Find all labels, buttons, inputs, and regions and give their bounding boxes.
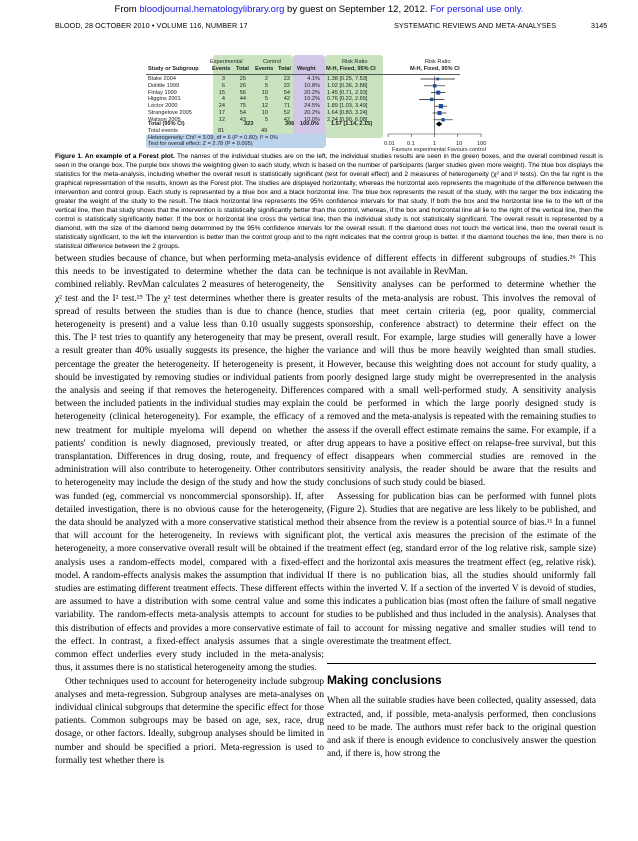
figure-label: Figure 1. An example of a Forest plot. — [55, 153, 175, 160]
banner-prefix: From — [114, 4, 140, 15]
study-cell-c_ev: 2 — [264, 76, 268, 82]
study-effect-marker — [430, 98, 433, 101]
total-row-label: Total (95% CI) — [148, 121, 185, 127]
right-paragraph-3: Assessing for publication bias can be performed with funnel plots (Figure 2). Studies that are negative are less likely to be published, and their absence from the review is a potential source of bias.¹¹ In a funnel plot, the vertical axis measures the precision of the estimate of the treatment effect (eg, standard error of the log relative risk, sample size) and the horizontal axis measures the treatment effect (eg, relative risk). If there is no publication bias, all the studies should uniformly fall within the inverted V. If a section of the inverted V is devoid of studies, this indicates a publication bias (most often the failure of small negative studies to be published and thus included in the analysis). Analyses that fail to account for missing negative and smaller studies will tend to overestimate the treatment effect. — [327, 491, 596, 647]
total-events-ctl: 49 — [261, 128, 268, 134]
total-row-weight: 100.0% — [300, 121, 319, 127]
study-cell-e_tot: 56 — [239, 89, 246, 96]
study-cell-name: Blake 2004 — [148, 76, 176, 82]
section-heading-making-conclusions: Making conclusions — [327, 673, 442, 688]
study-cell-c_ev: 5 — [264, 116, 268, 123]
axis-favours-label: Favours experimental Favours control — [392, 147, 486, 153]
site-link[interactable]: bloodjournal.hematologylibrary.org — [139, 4, 285, 15]
study-cell-e_tot: 26 — [239, 82, 246, 89]
study-cell-e_ev: 12 — [218, 116, 225, 123]
study-cell-e_ev: 3 — [221, 76, 225, 82]
total-row-ci: 1.57 [1.14, 2.15] — [331, 121, 373, 127]
study-cell-name: Lector 2000 — [148, 103, 178, 110]
running-head-right: SYSTEMATIC REVIEWS AND META-ANALYSES — [394, 21, 557, 30]
study-cell-ci: 1.89 [1.03, 3.49] — [327, 103, 368, 110]
study-effect-marker — [441, 118, 444, 121]
study-cell-c_tot: 42 — [283, 96, 290, 103]
study-cell-c_tot: 54 — [283, 89, 290, 96]
study-effect-marker — [437, 111, 441, 115]
study-cell-weight: 4.1% — [307, 76, 320, 82]
total-row-exp-total: 323 — [244, 121, 254, 127]
header-risk-ratio-plot: Risk Ratio — [425, 59, 451, 65]
study-cell-weight: 10.8% — [304, 82, 320, 89]
study-cell-e_tot: 75 — [239, 103, 246, 110]
study-cell-ci: 2.34 [0.90, 6.08] — [327, 116, 368, 123]
study-cell-ci: 0.76 [0.22, 2.65] — [327, 96, 368, 103]
header-control: Control — [263, 59, 282, 65]
study-cell-c_ev: 12 — [261, 103, 268, 110]
study-cell-name: Watson 2005 — [148, 116, 181, 123]
header-weight: Weight — [297, 66, 316, 72]
page-number: 3145 — [591, 21, 608, 30]
study-cell-ci: 1.45 [0.71, 2.93] — [327, 89, 368, 96]
personal-use-link[interactable]: For personal use only. — [430, 4, 524, 15]
study-cell-c_tot: 42 — [283, 116, 290, 123]
left-column — [55, 253, 324, 768]
study-cell-ci: 1.38 [0.25, 7.53] — [327, 76, 368, 82]
left-paragraph-2: Other techniques used to account for heterogeneity include subgroup analyses and meta-regression. Subgroup analyses are meta-analyses on individual clinical subgroups that determine the specific effect for those patients. Common subgroups may be based on age, sex, race, drug dosage, or other factors. Ideally, subgroup analyses should be limited in number and should be specified a priori. Meta-regression is used to formally test whether there is — [55, 676, 324, 766]
study-cell-e_ev: 24 — [218, 103, 225, 110]
header-total: Total — [236, 66, 249, 72]
figure-caption — [55, 152, 603, 251]
study-cell-name: Finlay 1999 — [148, 89, 177, 96]
study-effect-marker — [433, 84, 436, 87]
study-cell-e_tot: 25 — [239, 76, 246, 82]
study-cell-c_tot: 23 — [283, 76, 290, 82]
right-paragraph-2: Sensitivity analyses can be performed to determine whether the results of the meta-analysis are robust. This involves the removal of studies that meet certain criteria (eg, poor quality, commercial sponsorship, conference abstract) to determine their effect on the overall result. For example, large studies will generally have a lower variance and will thus be more heavily weighted than small studies. However, because this weighting does not account for study quality, a poorly designed large study might be overrepresented in the analysis compared with a small well-performed study. A sensitivity analysis could be performed in which the large poorly designed study is removed and the meta-analysis is repeated with the remaining studies to assess if the overall effect estimate remains the same. For example, if a drug appears to have a positive effect on relapse-free survival, but this effect disappears when commercial studies are removed in the sensitivity analysis, the reader should be aware that the results and conclusions of such study could be biased. — [327, 280, 596, 489]
header-total-control: Total — [278, 66, 291, 72]
overall-effect-diamond — [436, 121, 442, 126]
study-cell-weight: 20.2% — [304, 89, 320, 96]
study-cell-weight: 24.5% — [304, 103, 320, 110]
study-cell-weight: 10.0% — [304, 116, 320, 123]
heterogeneity-text: Heterogeneity: Chi² = 3.09, df = 6 (P = 0.80); I² = 0% — [148, 135, 278, 141]
header-experimental: Experimental — [210, 59, 243, 65]
study-cell-name: Dolittle 1999 — [148, 82, 180, 89]
total-row-ctl-total: 306 — [285, 121, 295, 127]
forest-plot-chart — [0, 0, 638, 150]
study-cell-ci: 1.64 [0.83, 3.24] — [327, 110, 368, 116]
header-study: Study or Subgroup — [148, 66, 199, 72]
study-cell-c_tot: 22 — [283, 82, 290, 89]
study-effect-marker — [436, 91, 440, 95]
study-cell-e_tot: 44 — [239, 96, 246, 103]
study-cell-e_tot: 54 — [239, 110, 246, 116]
study-cell-c_tot: 52 — [283, 110, 290, 116]
study-cell-c_ev: 10 — [261, 89, 268, 96]
study-cell-ci: 1.02 [0.36, 2.88] — [327, 82, 368, 89]
left-paragraph-1: between studies because of chance, but when performing meta-analysis this needs to be investigated to determine whether the data can be combined reliably. RevMan calculates 2 measures of heterogeneity, the χ² test and the I² test.²⁵ The χ² test determines whether there is greater spread of results between the studies than is due to chance (hence, heterogeneity is present) and a value less than 0.10 usually suggests this. The I² test tries to quantify any heterogeneity that may be present, a result greater than 40% usually suggests its presence, the higher the percentage the greater the heterogeneity. If heterogeneity is present, it should be investigated by removing studies or individual patients from the analysis and seeing if that removes the heterogeneity. Differences between the included patients in the individual studies may explain the heterogeneity (clinical heterogeneity). For example, the efficacy of a new treatment for multiple myeloma will depend on whether the patients' condition is newly diagnosed, previously treated, or after transplantation. Differences in drug dosing, route, and frequency of administration will also contribute to heterogeneity. Other contributors to heterogeneity may include the design of the study and how the study was funded (eg, commercial vs noncommercial sponsorship). If, after detailed investigation, there is no obvious cause for the heterogeneity, the data should be analyzed with a more conservative statistical method that will account for the heterogeneity. In reviews with significant heterogeneity, a more conservative overall result will be obtained if the analysis uses a random-effects model, compared with a fixed-effect model. A random-effects analysis makes the assumption that individual studies are estimating different treatment effects. These different effects are assumed to have a distribution with some central value and some variability. The random-effects meta-analysis attempts to account for this distribution of effects and provides a more conservative estimate of the effect. In contrast, a fixed-effect analysis assumes that a single common effect underlies every study included in the meta-analysis; thus, it assumes there is no statistical heterogeneity among the studies. — [55, 254, 324, 674]
study-cell-name: Strangelove 2005 — [148, 110, 192, 116]
study-cell-e_tot: 43 — [239, 116, 246, 123]
axis-tick-100: 100 — [477, 141, 487, 147]
header-events: Events — [212, 66, 231, 72]
total-events-label: Total events — [148, 128, 178, 134]
study-effect-marker — [439, 104, 443, 108]
axis-tick-0.01: 0.01 — [384, 141, 395, 147]
header-events-control: Events — [255, 66, 274, 72]
forest-plot-figure — [0, 0, 638, 153]
total-events-exp: 81 — [218, 128, 225, 134]
study-cell-c_ev: 5 — [264, 96, 268, 103]
header-mh-plot: M-H, Fixed, 95% CI — [410, 66, 460, 72]
running-head-left: BLOOD, 28 OCTOBER 2010 • VOLUME 116, NUMBER 17 — [55, 21, 248, 30]
study-cell-e_ev: 6 — [221, 82, 225, 89]
figure-caption-text: The names of the individual studies are on the left, the individual studies results are seen in the green boxes, and the overall combined result is seen in the orange box. The purple box shows the weighting given to each study, which is based on the number of participants (larger studies given more weight). The blue box displays the statistics for the meta-analysis, including whether the overall result is statistically significant (test for overall effect) and 2 measures of heterogeneity (χ² and I² tests). On the far right is the graphical representation of the results, known as the Forest plot. The studies are displayed horizontally, whereas the horizontal axis represents the magnitude of the difference between the intervention and control group. Each study is represented by a blue box and a black horizontal line. The blue box represents the result of the study, with the larger the box indicating the greater the weight of the study to the result. The black horizontal line represents the 95% confidence intervals for that study. If both the box and the horizontal line lie to the left of the vertical line, then that study shows that the intervention is statistically significantly better than the control, whereas, if the box and horizontal line all lie to the right of the vertical line, then the control is statistically significantly better. If the box or horizontal line cross the vertical line, then the individual study is not statistically significant. The overall result is represented by a diamond, with the size of the diamond being determined by the 95% confidence intervals for the overall result. If the diamond does not touch the vertical line, then the overall result is statistically significant, to the left the intervention is better than the control group and to the right indicates that the control group is better. If the diamond touches the line, then there is no statistical difference between the 2 groups. — [55, 153, 603, 250]
axis-tick-10: 10 — [456, 141, 463, 147]
study-cell-e_ev: 15 — [218, 89, 225, 96]
axis-tick-1: 1 — [433, 141, 437, 147]
study-effect-marker — [436, 78, 439, 81]
right-column — [327, 253, 596, 761]
right-paragraph-4: When all the suitable studies have been collected, quality assessed, data extracted, and, if possible, meta-analysis performed, then conclusions need to be made. The authors must refer back to the original question and ask if there is enough evidence to conclusively answer the question and, if there is, how strong the — [327, 696, 596, 760]
study-cell-e_ev: 17 — [218, 110, 225, 116]
study-cell-c_ev: 5 — [264, 82, 268, 89]
axis-tick-0.1: 0.1 — [407, 141, 415, 147]
header-mh: M-H, Fixed, 95% CI — [326, 66, 376, 72]
overall-effect-text: Test for overall effect: Z = 2.78 (P = 0.005) — [148, 141, 253, 147]
study-cell-weight: 20.2% — [304, 110, 320, 116]
banner-middle: by guest on September 12, 2012. — [284, 4, 431, 15]
header-risk-ratio: Risk Ratio — [342, 59, 368, 65]
study-cell-e_ev: 4 — [221, 96, 225, 103]
right-paragraph-1: evidence of different effects in different subgroups of studies.²⁶ This technique is not available in RevMan. — [327, 254, 596, 278]
study-cell-weight: 10.2% — [304, 96, 320, 103]
study-cell-c_tot: 71 — [283, 103, 290, 110]
study-cell-name: Higgins 2001 — [148, 96, 181, 103]
study-cell-c_ev: 10 — [261, 110, 268, 116]
